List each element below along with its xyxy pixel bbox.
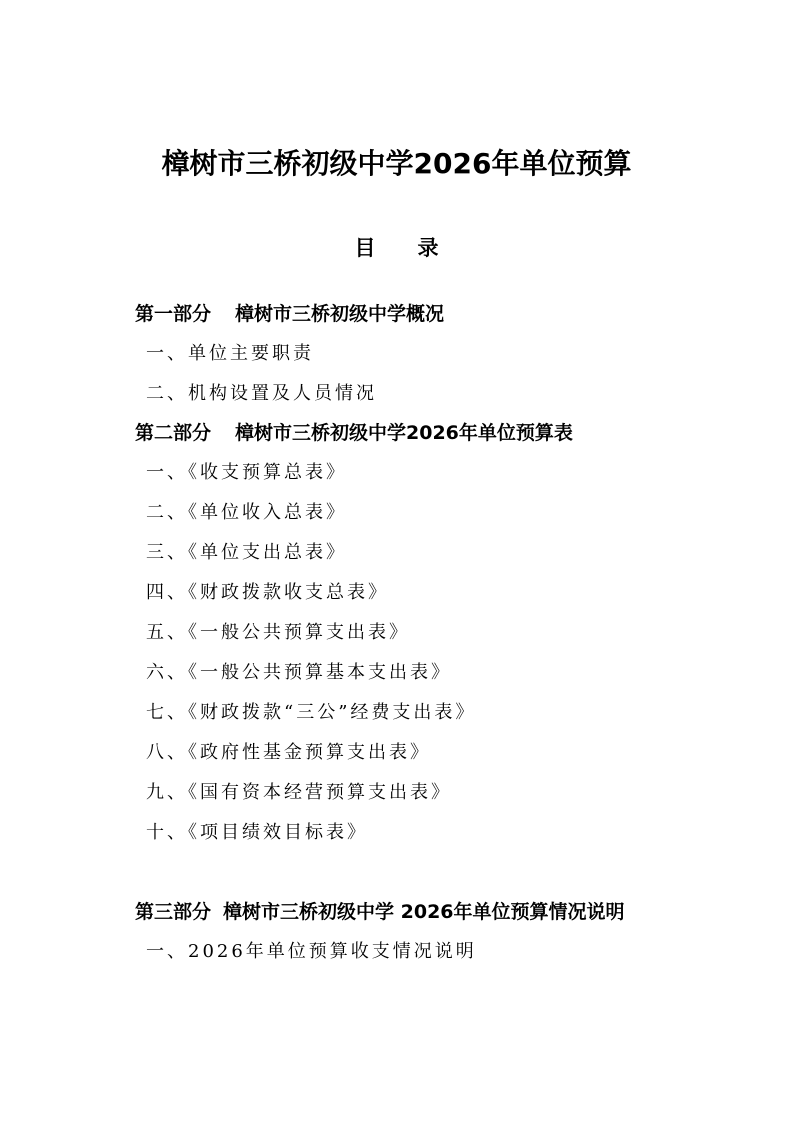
toc-item-2-4[interactable]: 四、《财政拨款收支总表》 [146, 582, 389, 603]
toc-item-2-7[interactable]: 七、《财政拨款“三公”经费支出表》 [146, 702, 477, 723]
toc-item-1-1[interactable]: 一、单位主要职责 [146, 343, 314, 364]
toc-heading [0, 232, 793, 264]
toc-heading-left: 目 [354, 236, 376, 260]
toc-part-1[interactable] [135, 300, 444, 328]
part-3-title: 樟树市三桥初级中学 2026年单位预算情况说明 [223, 901, 625, 923]
toc-item-2-8[interactable]: 八、《政府性基金预算支出表》 [146, 742, 431, 763]
part-2-title: 樟树市三桥初级中学2026年单位预算表 [235, 422, 573, 444]
toc-item-2-9[interactable]: 九、《国有资本经营预算支出表》 [146, 782, 452, 803]
toc-heading-right: 录 [417, 236, 439, 260]
toc-item-2-6[interactable]: 六、《一般公共预算基本支出表》 [146, 662, 452, 683]
document-title: 樟树市三桥初级中学2026年单位预算 [161, 147, 632, 180]
toc-item-2-1[interactable]: 一、《收支预算总表》 [146, 462, 347, 483]
part-2-label: 第二部分 [135, 422, 212, 444]
part-1-label: 第一部分 [135, 303, 212, 325]
toc-item-2-10[interactable]: 十、《项目绩效目标表》 [146, 822, 368, 843]
part-1-title: 樟树市三桥初级中学概况 [235, 303, 445, 325]
part-3-label: 第三部分 [135, 901, 212, 923]
toc-part-3[interactable] [135, 898, 625, 926]
toc-item-2-2[interactable]: 二、《单位收入总表》 [146, 502, 347, 523]
toc-item-2-3[interactable]: 三、《单位支出总表》 [146, 542, 347, 563]
toc-part-2[interactable] [135, 419, 573, 447]
toc-item-2-5[interactable]: 五、《一般公共预算支出表》 [146, 622, 410, 643]
toc-item-3-1[interactable]: 一、2026年单位预算收支情况说明 [146, 941, 477, 962]
toc-item-1-2[interactable]: 二、机构设置及人员情况 [146, 383, 377, 404]
